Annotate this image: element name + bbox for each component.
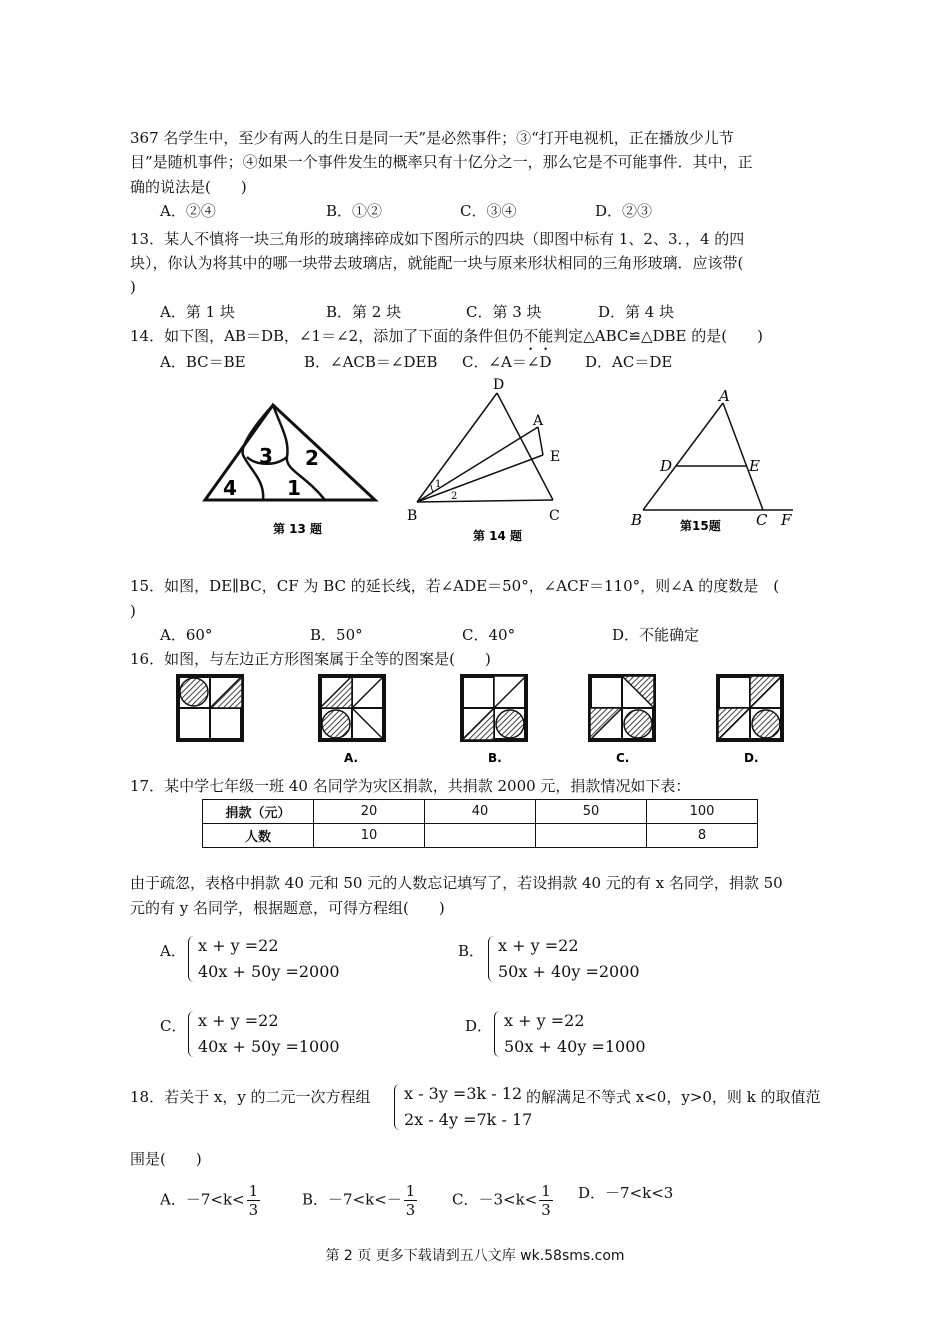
q18-option-a: A．－7<k< $\frac{1}{3}$ bbox=[160, 1182, 259, 1219]
q17-option-b-label: B． bbox=[458, 942, 485, 960]
q17-option-a-label: A． bbox=[160, 942, 186, 960]
q16-line1: 16．如图，与左边正方形图案属于全等的图案是( ) bbox=[130, 650, 491, 668]
q17-option-b-system: x + y =22 50x + 40y =2000 bbox=[488, 936, 688, 986]
table-cell bbox=[536, 824, 647, 848]
table-row bbox=[203, 824, 758, 848]
q15-line2: ) bbox=[130, 602, 136, 620]
q12-line2: 目”是随机事件；④如果一个事件发生的概率只有十亿分之一，那么它是不可能事件．其中，正 bbox=[130, 153, 753, 171]
q14-line1: 14．如下图，AB＝DB，∠1＝∠2，添加了下面的条件但仍不能判定△ABC≌△DBE 的是( ) bbox=[130, 327, 763, 345]
fig14-label-e: E bbox=[550, 449, 561, 465]
page-footer: 第 2 页 更多下载请到五八文库 wk.58sms.com bbox=[325, 1248, 625, 1264]
fig15-caption: 第15题 bbox=[680, 519, 721, 533]
q14-option-c: C．∠A＝∠D bbox=[462, 353, 552, 371]
q18-system: x - 3y =3k - 12 2x - 4y =7k - 17 bbox=[394, 1084, 524, 1134]
fig16-option-b bbox=[462, 676, 526, 765]
fig13-caption: 第 13 题 bbox=[273, 522, 323, 536]
fig15-label-c: C bbox=[756, 511, 768, 529]
q12-line3: 确的说法是( ) bbox=[130, 178, 247, 196]
q14-option-a: A．BC＝BE bbox=[160, 353, 246, 371]
q18-line1-pre: 18．若关于 x，y 的二元一次方程组 bbox=[130, 1088, 371, 1106]
q17-option-d-system: x + y =22 50x + 40y =1000 bbox=[494, 1011, 694, 1061]
fig13-piece-2: 2 bbox=[305, 446, 319, 470]
q17-option-d-label: D． bbox=[465, 1017, 493, 1035]
fig13-piece-1: 1 bbox=[287, 476, 301, 500]
fig14-label-b: B bbox=[407, 508, 418, 524]
fig14-label-d: D bbox=[493, 377, 505, 393]
q13-option-d: D．第 4 块 bbox=[598, 303, 675, 321]
table-cell: 人数 bbox=[203, 824, 314, 848]
q18-line1-post: 的解满足不等式 x<0，y>0，则 k 的取值范 bbox=[526, 1088, 821, 1106]
q14-option-d: D．AC＝DE bbox=[585, 353, 673, 371]
q13-option-b: B．第 2 块 bbox=[326, 303, 402, 321]
table-cell: 10 bbox=[314, 824, 425, 848]
fig15-label-a: A bbox=[719, 387, 730, 405]
q17-line3: 元的有 y 名同学，根据题意，可得方程组( ) bbox=[130, 899, 445, 917]
q18-line2: 围是( ) bbox=[130, 1150, 202, 1168]
q15-option-c: C．40° bbox=[462, 626, 516, 644]
fig16-label-a: A. bbox=[344, 751, 359, 765]
figure-13 bbox=[195, 395, 385, 545]
fig14-label-a: A bbox=[533, 413, 544, 429]
donation-table bbox=[202, 799, 758, 848]
q15-option-b: B．50° bbox=[310, 626, 363, 644]
figure-14 bbox=[405, 375, 585, 550]
q17-option-c-label: C． bbox=[160, 1017, 187, 1035]
q17-option-a-system: x + y =22 40x + 50y =2000 bbox=[188, 936, 388, 986]
q15-line1: 15．如图，DE∥BC，CF 为 BC 的延长线，若∠ADE＝50°，∠ACF＝110°，则∠A 的度数是 ( bbox=[130, 577, 780, 595]
table-row bbox=[203, 800, 758, 824]
fig16-option-a bbox=[320, 676, 384, 765]
q17-line1: 17．某中学七年级一班 40 名同学为灾区捐款，共捐款 2000 元，捐款情况如下表： bbox=[130, 777, 691, 795]
fig14-caption: 第 14 题 bbox=[473, 529, 523, 543]
fig16-original bbox=[178, 676, 242, 740]
q18-option-b: B．－7<k<－ $\frac{1}{3}$ bbox=[302, 1182, 416, 1219]
q12-option-c: C．③④ bbox=[460, 202, 517, 220]
q13-option-c: C．第 3 块 bbox=[466, 303, 542, 321]
figure-15 bbox=[625, 385, 815, 540]
fig16-option-d bbox=[718, 676, 782, 765]
table-cell: 捐款（元） bbox=[203, 800, 314, 824]
q17-line2: 由于疏忽，表格中捐款 40 元和 50 元的人数忘记填写了，若设捐款 40 元的有 x 名同学，捐款 50 bbox=[130, 874, 783, 892]
fig14-label-c: C bbox=[549, 508, 560, 524]
fig15-label-f: F bbox=[781, 511, 792, 529]
fig14-label-1: 1 bbox=[435, 479, 442, 490]
fig15-label-e: E bbox=[749, 457, 760, 475]
fig16-label-b: B. bbox=[488, 751, 502, 765]
figure-16 bbox=[170, 670, 810, 770]
q13-line3: ) bbox=[130, 278, 136, 296]
q15-option-d: D．不能确定 bbox=[612, 626, 700, 644]
fig13-piece-4: 4 bbox=[223, 476, 237, 500]
q18-option-c: C．－3<k< $\frac{1}{3}$ bbox=[452, 1182, 551, 1219]
q13-option-a: A．第 1 块 bbox=[160, 303, 235, 321]
fig16-option-c bbox=[590, 676, 654, 765]
fig15-label-d: D bbox=[660, 457, 673, 475]
q17-option-c-system: x + y =22 40x + 50y =1000 bbox=[188, 1011, 388, 1061]
table-cell: 8 bbox=[647, 824, 758, 848]
fig14-label-2: 2 bbox=[451, 491, 458, 502]
table-cell bbox=[425, 824, 536, 848]
fig15-label-b: B bbox=[631, 511, 643, 529]
table-cell: 100 bbox=[647, 800, 758, 824]
fig16-label-d: D. bbox=[744, 751, 759, 765]
table-cell: 40 bbox=[425, 800, 536, 824]
q13-line1: 13．某人不慎将一块三角形的玻璃摔碎成如下图所示的四块（即图中标有 1、2、3．，4 的四 bbox=[130, 230, 745, 248]
table-cell: 50 bbox=[536, 800, 647, 824]
q12-option-b: B．①② bbox=[326, 202, 383, 220]
table-cell: 20 bbox=[314, 800, 425, 824]
fig16-label-c: C. bbox=[616, 751, 630, 765]
q12-option-d: D．②③ bbox=[595, 202, 653, 220]
q12-option-a: A．②④ bbox=[160, 202, 216, 220]
q14-emphasis: 不能 bbox=[523, 327, 554, 345]
q14-option-b: B．∠ACB＝∠DEB bbox=[304, 353, 438, 371]
q18-option-d: D．－7<k<3 bbox=[578, 1184, 674, 1202]
q13-line2: 块），你认为将其中的哪一块带去玻璃店，就能配一块与原来形状相同的三角形玻璃．应该带( bbox=[130, 254, 744, 272]
q12-line1: 367 名学生中，至少有两人的生日是同一天”是必然事件；③“打开电视机，正在播放少儿节 bbox=[130, 129, 734, 147]
q15-option-a: A．60° bbox=[160, 626, 213, 644]
fig13-piece-3: 3 bbox=[259, 444, 273, 468]
